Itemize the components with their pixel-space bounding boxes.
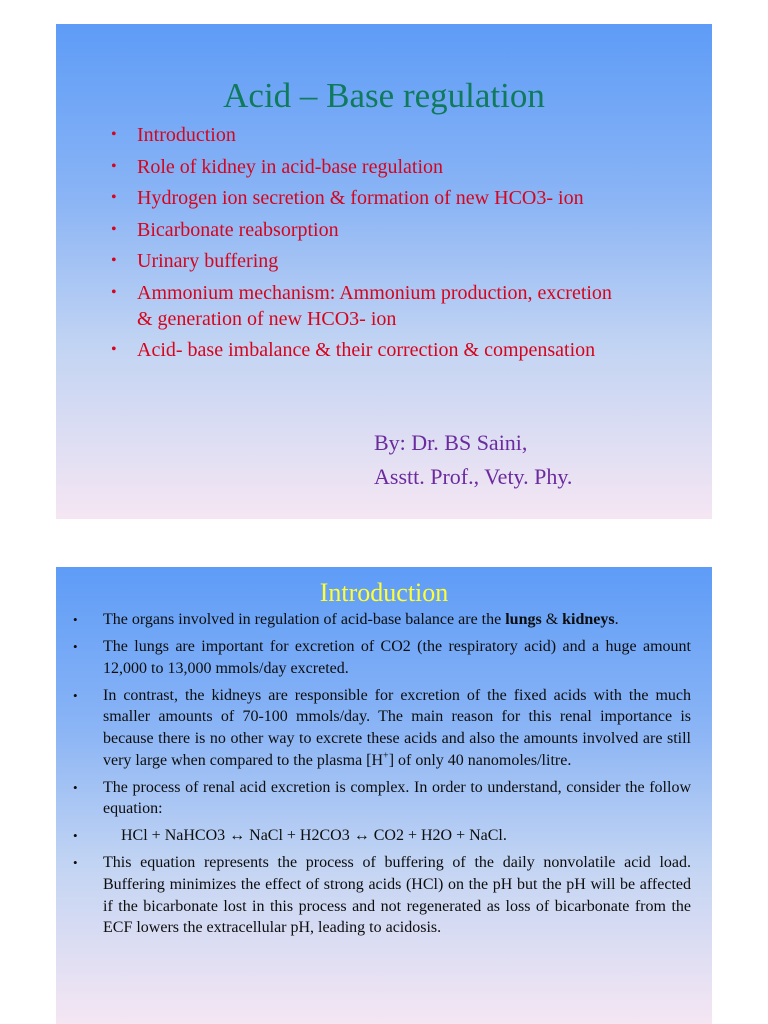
ampersand: & — [545, 611, 559, 628]
bold-term-kidneys: kidneys — [562, 611, 615, 628]
author-block — [374, 426, 572, 494]
paragraph-text: In contrast, the kidneys are responsible for excretion of the fixed acids with the much smaller amounts of 70-100 mmols/day. The main reason for this renal importance is because there is no other way to excrete these acids and also the amounts involved are still very large when compared to the plasma [H — [103, 686, 691, 769]
list-item-text: Introduction — [137, 124, 236, 146]
slide-introduction — [56, 567, 712, 1024]
bullet: • — [111, 220, 117, 238]
bullet: • — [111, 126, 117, 143]
list-item — [73, 636, 691, 679]
list-item-text: Bicarbonate reabsorption — [137, 218, 339, 241]
bullet: • — [111, 252, 117, 269]
bullet: • — [73, 828, 78, 844]
list-item — [109, 280, 699, 332]
bullet: • — [73, 687, 78, 703]
list-item — [109, 337, 699, 363]
list-item-text: Role of kidney in acid-base regulation — [137, 155, 444, 178]
bullet: • — [111, 283, 117, 301]
bullet: • — [73, 612, 78, 627]
bold-term-lungs: lungs — [505, 611, 542, 628]
list-item — [109, 248, 699, 274]
author-position: Asstt. Prof., Vety. Phy. — [374, 464, 573, 489]
list-item — [73, 609, 691, 631]
bullet: • — [111, 341, 117, 358]
paragraph-text: The process of renal acid excretion is complex. In order to understand, consider the follow equation: — [103, 778, 691, 818]
list-item — [73, 825, 691, 847]
bullet: • — [73, 779, 78, 795]
list-item — [109, 217, 699, 243]
slide-title: Acid – Base regulation — [223, 76, 545, 115]
bullet: • — [111, 189, 117, 206]
list-item — [109, 154, 699, 180]
period: . — [614, 611, 619, 628]
topic-list — [109, 122, 699, 369]
list-item-text: Ammonium mechanism: Ammonium production, excretion & generation of new HCO3- ion — [137, 281, 612, 330]
paragraph-text: The organs involved in regulation of acid-base balance are the — [103, 611, 502, 628]
list-item-text: Acid- base imbalance & their correction & compensation — [137, 339, 596, 361]
bullet: • — [73, 639, 78, 655]
author-name: By: Dr. BS Saini, — [374, 430, 528, 455]
list-item — [73, 777, 691, 820]
bullet: • — [111, 157, 117, 175]
bullet: • — [73, 855, 78, 871]
paragraph-text: This equation represents the process of buffering of the daily nonvolatile acid load. Buffering minimizes the effect of strong acids (HCl) on the pH but the pH will be affected if the bicarbonate lost in this process and not regenerated as loss of bicarbonate from the ECF lowers the extracellular pH, leading to acidosis. — [103, 854, 691, 937]
list-item — [109, 122, 699, 148]
list-item-text: Urinary buffering — [137, 250, 279, 272]
superscript-plus: + — [383, 750, 389, 762]
paragraph-list — [73, 609, 691, 944]
chemical-equation: HCl + NaHCO3 ↔ NaCl + H2CO3 ↔ CO2 + H2O + NaCl. — [121, 827, 507, 845]
slide-title: Introduction — [319, 578, 449, 607]
list-item — [73, 852, 691, 938]
list-item — [73, 685, 691, 771]
list-item-text: Hydrogen ion secretion & formation of new HCO3- ion — [137, 187, 584, 209]
paragraph-text: The lungs are important for excretion of CO2 (the respiratory acid) and a huge amount 12,000 to 13,000 mmols/day excreted. — [103, 638, 691, 677]
paragraph-text-end: ] of only 40 nanomoles/litre. — [388, 751, 572, 769]
list-item — [109, 185, 699, 211]
slide-acid-base-regulation — [56, 24, 712, 519]
